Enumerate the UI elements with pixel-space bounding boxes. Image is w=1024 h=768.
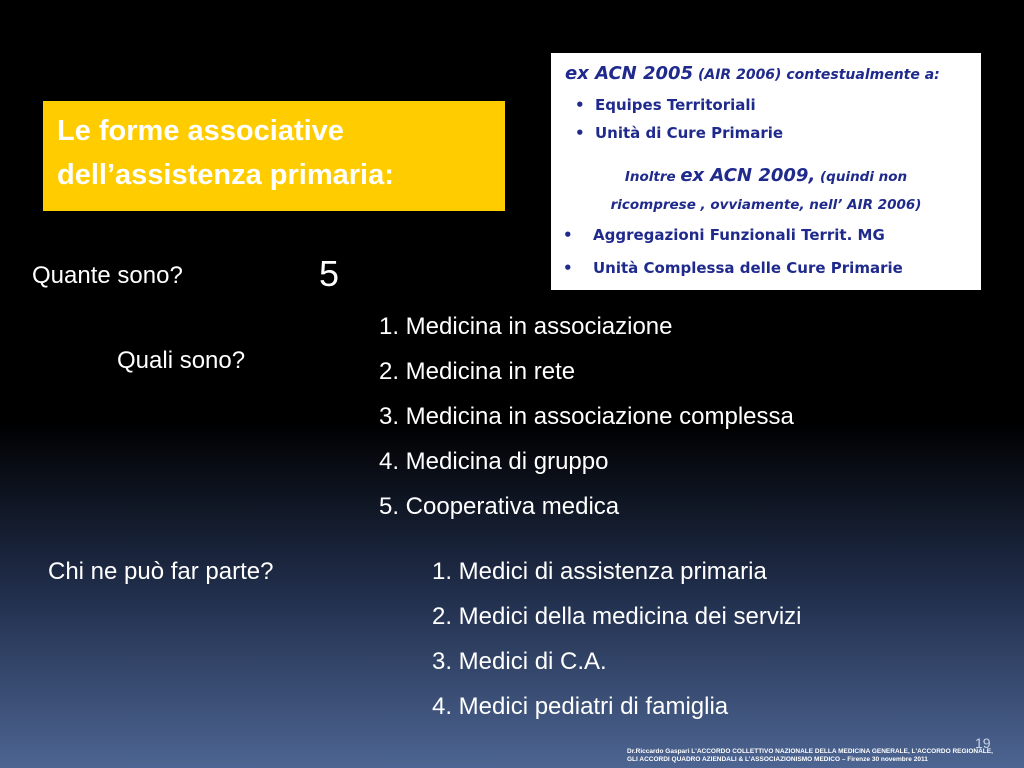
acn-info-box [551, 53, 981, 290]
acn2005-label: ex ACN 2005 [565, 63, 694, 84]
slide-title-line1: Le forme associative [57, 115, 344, 147]
inoltre-label: Inoltre [624, 169, 676, 185]
list-item: 1. Medicina in associazione [379, 313, 673, 340]
footer-line2: GLI ACCORDI QUADRO AZIENDALI & L'ASSOCIAZIONISMO MEDICO – Firenze 30 novembre 2011 [627, 756, 928, 763]
footer-credits [627, 748, 1024, 764]
slide-title-box [43, 101, 505, 211]
bullet-equipes [575, 96, 756, 114]
question-quante: Quante sono? [32, 262, 183, 289]
question-chi: Chi ne può far parte? [48, 558, 274, 585]
footer-line1: Dr.Riccardo Gaspari L'ACCORDO COLLETTIVO NAZIONALE DELLA MEDICINA GENERALE, L'ACCORDO REGIONALE, [627, 748, 993, 755]
page-number: 19 [975, 735, 991, 751]
bullet-icon: • [575, 124, 585, 142]
forme-list [379, 304, 794, 529]
bullet-icon: • [563, 259, 573, 277]
list-item: 3. Medici di C.A. [432, 648, 607, 675]
list-item: 2. Medicina in rete [379, 358, 576, 385]
acn2009-heading [551, 165, 981, 186]
ricomprese-label: ricomprese , ovviamente, nell’ AIR 2006) [610, 197, 922, 213]
medici-list [432, 549, 802, 729]
list-item: 4. Medici pediatri di famiglia [432, 693, 729, 720]
list-item: 1. Medici di assistenza primaria [432, 558, 767, 585]
list-item: 4. Medicina di gruppo [379, 448, 609, 475]
slide-title-line2: dell’assistenza primaria: [57, 159, 394, 191]
bullet-aft [563, 226, 885, 244]
air2006-label: (AIR 2006) contestualmente a: [697, 67, 940, 83]
list-item: 3. Medicina in associazione complessa [379, 403, 794, 430]
bullet-uccp [563, 259, 903, 277]
bullet-text: Aggregazioni Funzionali Territ. MG [593, 226, 885, 244]
acn2009-label: ex ACN 2009, [680, 165, 816, 186]
answer-count: 5 [319, 253, 340, 294]
list-item: 5. Cooperativa medica [379, 493, 620, 520]
bullet-icon: • [563, 226, 573, 244]
bullet-text: Unità Complessa delle Cure Primarie [593, 259, 903, 277]
quindi-label: (quindi non [820, 169, 908, 185]
bullet-ucp [575, 124, 783, 142]
question-quali: Quali sono? [117, 347, 246, 374]
bullet-icon: • [575, 96, 585, 114]
bullet-text: Equipes Territoriali [595, 96, 756, 114]
list-item: 2. Medici della medicina dei servizi [432, 603, 802, 630]
acn2005-heading [565, 63, 940, 84]
bullet-text: Unità di Cure Primarie [595, 124, 784, 142]
